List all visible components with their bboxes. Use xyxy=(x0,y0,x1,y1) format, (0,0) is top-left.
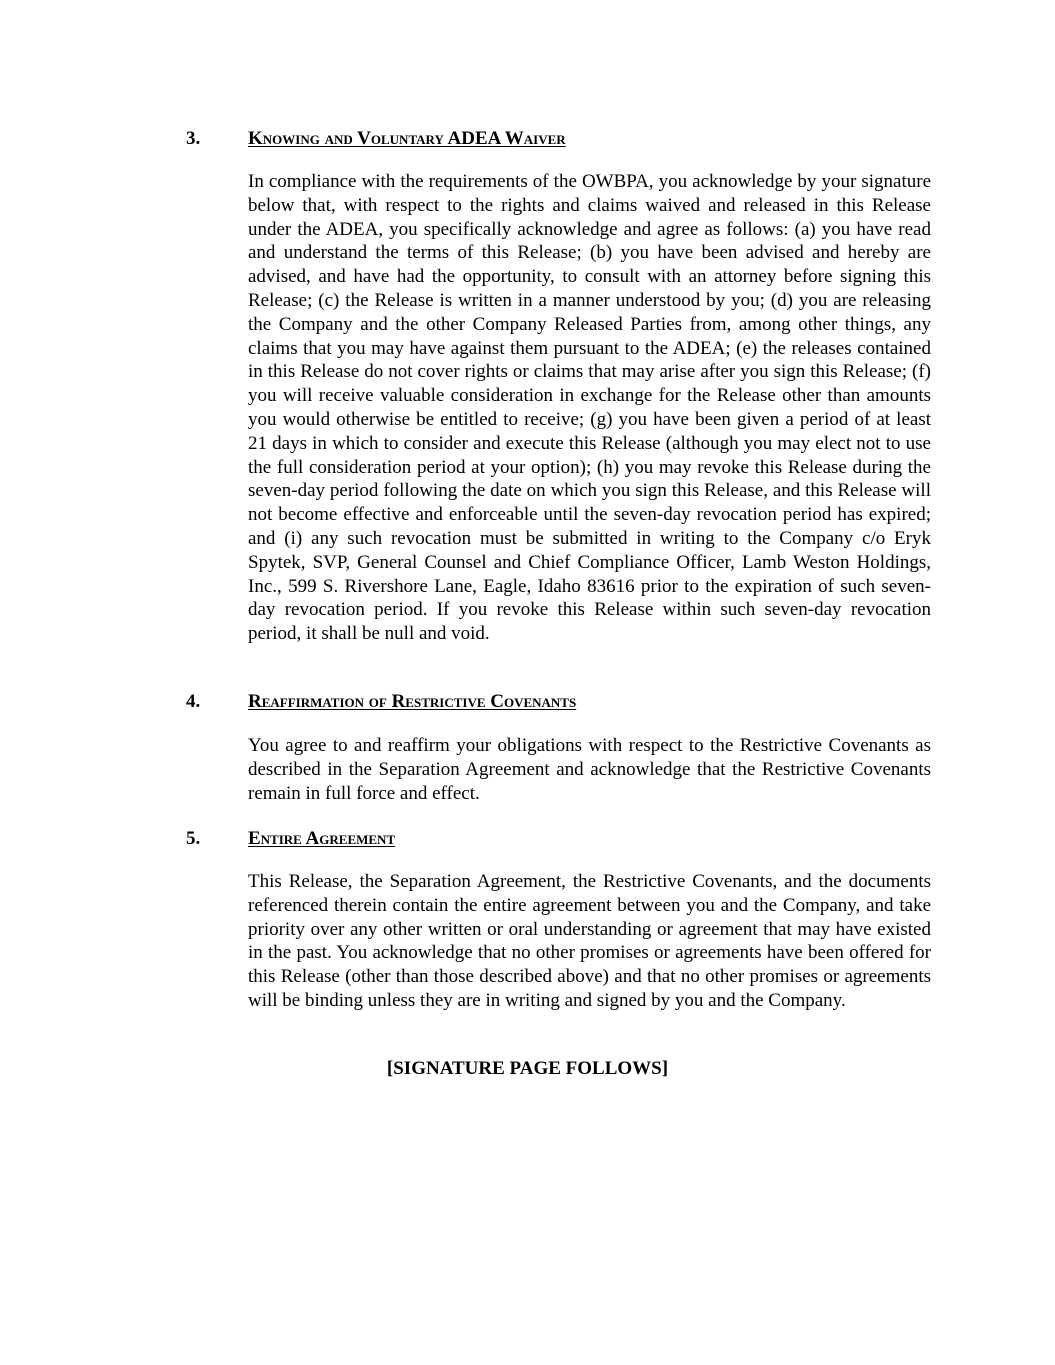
section-number: 5. xyxy=(186,828,201,849)
section-body: In compliance with the requirements of the OWBPA, you acknowledge by your signature below that, with respect to the rights and claims waived and released in this Release under the ADEA, you specifically acknowledge and agree as follows: (a) you have read and understand the terms of this Release; (b) you have been advised and hereby are advised, and have had the opportunity, to consult with an attorney before signing this Release; (c) the Release is written in a manner understood by you; (d) you are releasing the Company and the other Company Released Parties from, among other things, any claims that you may have against them pursuant to the ADEA; (e) the releases contained in this Release do not cover rights or claims that may arise after you sign this Release; (f) you will receive valuable consideration in exchange for the Release other than amounts you would otherwise be entitled to receive; (g) you have been given a period of at least 21 days in which to consider and execute this Release (although you may elect not to use the full consideration period at your option); (h) you may revoke this Release during the seven-day period following the date on which you sign this Release, and this Release will not become effective and enforceable until the seven-day revocation period has expired; and (i) any such revocation must be submitted in writing to the Company c/o Eryk Spytek, SVP, General Counsel and Chief Compliance Officer, Lamb Weston Holdings, Inc., 599 S. Rivershore Lane, Eagle, Idaho 83616 prior to the expiration of such seven-day revocation period. If you revoke this Release within such seven-day revocation period, it shall be null and void. xyxy=(248,171,931,645)
section-number: 4. xyxy=(186,691,201,712)
section-title: Entire Agreement xyxy=(248,828,396,849)
section-title: Knowing and Voluntary ADEA Waiver xyxy=(248,128,566,149)
section-title: Reaffirmation of Restrictive Covenants xyxy=(248,691,577,712)
section-number: 3. xyxy=(186,128,201,149)
section-body: This Release, the Separation Agreement, the Restrictive Covenants, and the documents referenced therein contain the entire agreement between you and the Company, and take priority over any other written or oral understanding or agreement that may have existed in the past. You acknowledge that no other promises or agreements have been offered for this Release (other than those described above) and that no other promises or agreements will be binding unless they are in writing and signed by you and the Company. xyxy=(248,871,931,1011)
signature-page-follows-note: [SIGNATURE PAGE FOLLOWS] xyxy=(386,1058,669,1079)
section-body: You agree to and reaffirm your obligations with respect to the Restrictive Covenants as described in the Separation Agreement and acknowledge that the Restrictive Covenants remain in full force and effect. xyxy=(248,735,931,804)
